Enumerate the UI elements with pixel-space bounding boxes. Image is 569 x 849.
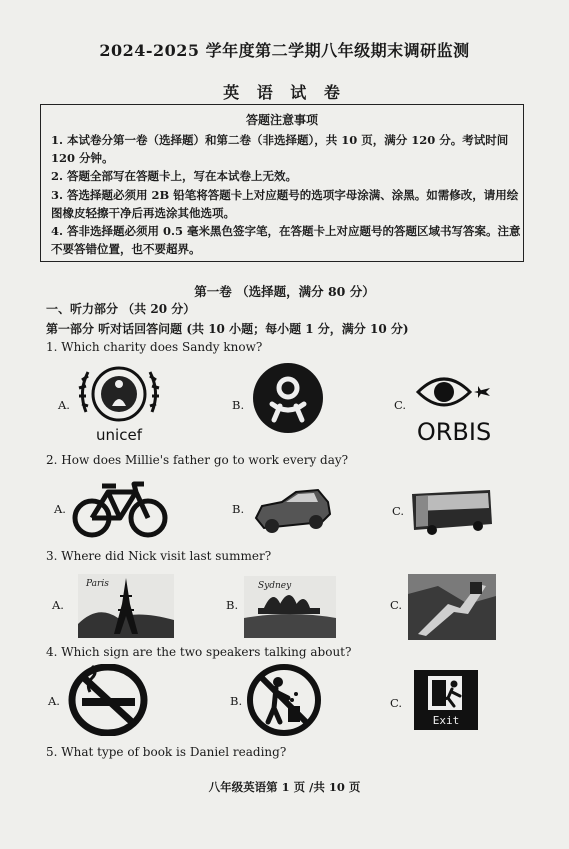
- option-3c-label: C.: [390, 598, 403, 612]
- exit-sign-icon: [414, 670, 478, 730]
- part-heading: 一、听力部分 （共 20 分）: [46, 302, 196, 316]
- charity-child-logo-icon: [252, 362, 324, 434]
- section-title: 第一卷 （选择题，满分 80 分）: [194, 284, 375, 299]
- exam-title: 2024-2025 学年度第二学期八年级期末调研监测: [99, 41, 470, 60]
- option-3b-label: B.: [226, 598, 239, 612]
- notice-heading: 答题注意事项: [245, 113, 318, 127]
- notice-item-2: 2. 答题全部写在答题卡上，写在本试卷上无效。: [51, 169, 298, 183]
- option-4c-label: C.: [390, 696, 403, 710]
- question-2: 2. How does Millie's father go to work every day?: [46, 453, 349, 467]
- option-1c-label: C.: [394, 398, 407, 412]
- unicef-logo-text: unicef: [96, 426, 142, 444]
- notice-item-1: 1. 本试卷分第一卷（选择题）和第二卷（非选择题），共 10 页，满分 120 分。考试时间 120 分钟。: [51, 133, 509, 165]
- question-4: 4. Which sign are the two speakers talking about?: [46, 645, 352, 659]
- bicycle-icon: [72, 478, 168, 540]
- option-2c-label: C.: [392, 504, 405, 518]
- part-subheading: 第一部分 听对话回答问题 (共 10 小题；每小题 1 分，满分 10 分): [46, 322, 409, 336]
- exam-subtitle: 英 语 试 卷: [223, 83, 346, 102]
- option-4b-label: B.: [230, 694, 243, 708]
- sydney-caption: Sydney: [258, 581, 292, 591]
- option-1b-label: B.: [232, 398, 245, 412]
- option-2b-label: B.: [232, 502, 245, 516]
- unicef-logo-icon: [74, 362, 164, 444]
- no-smoking-sign-icon: [68, 664, 148, 736]
- orbis-logo-text: ORBIS: [416, 418, 492, 444]
- bus-icon: [410, 486, 494, 536]
- question-3: 3. Where did Nick visit last summer?: [46, 549, 272, 563]
- notice-item-3: 3. 答选择题必须用 2B 铅笔将答题卡上对应题号的选项字母涂满、涂黑。如需修改，请用绘图橡皮轻擦干净后再选涂其他选项。: [51, 188, 519, 220]
- car-icon: [252, 484, 332, 536]
- orbis-eye-plane-logo-icon: [412, 368, 496, 444]
- eiffel-tower-icon: [78, 574, 174, 638]
- option-4a-label: A.: [48, 694, 60, 708]
- paris-caption: Paris: [86, 579, 109, 589]
- page-footer: 八年级英语第 1 页 /共 10 页: [208, 780, 361, 794]
- question-5: 5. What type of book is Daniel reading?: [46, 745, 287, 759]
- sydney-opera-house-icon: [244, 576, 336, 638]
- notice-item-4: 4. 答非选择题必须用 0.5 毫米黑色签字笔，在答题卡上对应题号的答题区域书写答案。注意不要答错位置，也不要超界。: [51, 224, 521, 256]
- exit-text: Exit: [432, 714, 460, 727]
- option-1a-label: A.: [58, 398, 70, 412]
- notice-box: [40, 104, 524, 262]
- great-wall-icon: [408, 574, 496, 640]
- question-1: 1. Which charity does Sandy know?: [46, 340, 263, 354]
- option-3a-label: A.: [52, 598, 64, 612]
- option-2a-label: A.: [54, 502, 66, 516]
- no-littering-sign-icon: [246, 664, 322, 736]
